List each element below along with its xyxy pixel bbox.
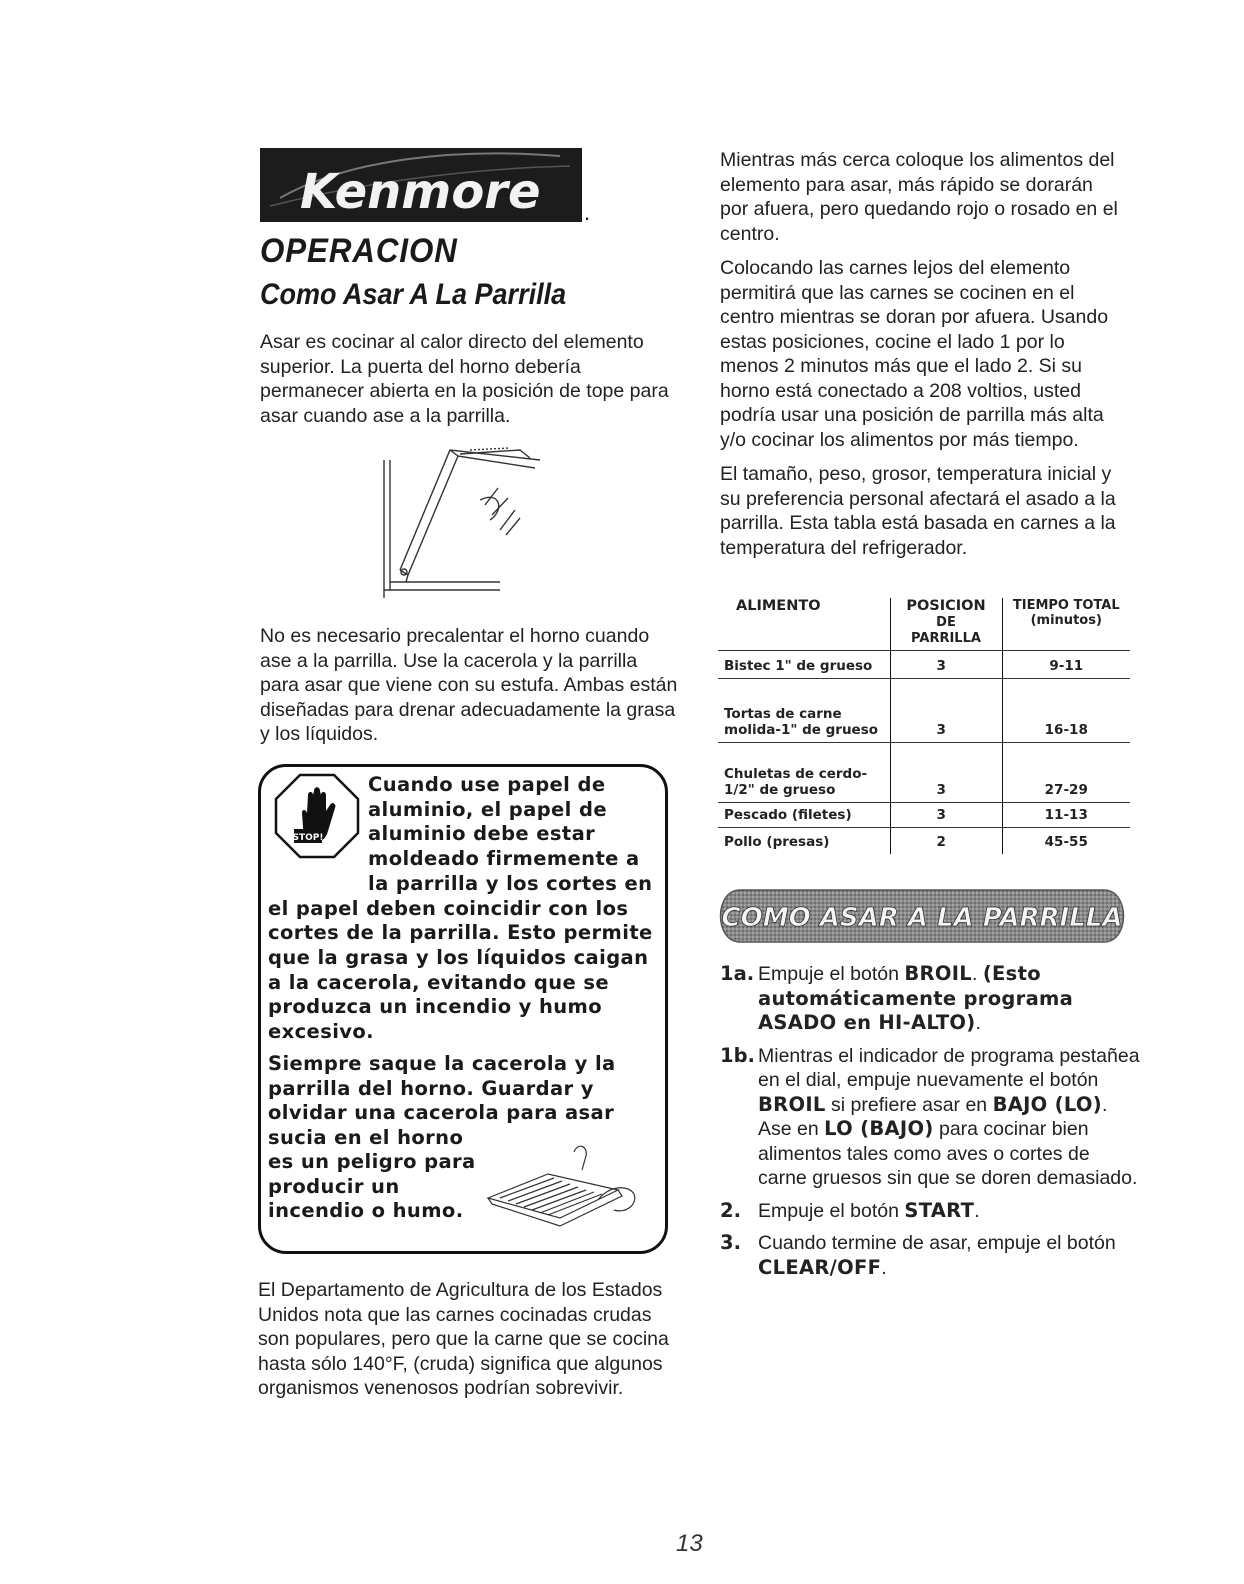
usda-paragraph: El Departamento de Agricultura de los Estados Unidos nota que las carnes cocinadas crudas son populares, pero que la carne que se cocina hasta sólo 140°F, (cruda) significa que algunos organismos venenosos podrían sobrevivir. xyxy=(258,1279,669,1399)
table-row xyxy=(718,828,1130,854)
broil-pan-illustration xyxy=(478,1140,644,1230)
table-row xyxy=(718,651,1130,679)
table-header-row xyxy=(718,598,1130,651)
cell-position: 3 xyxy=(890,679,1002,743)
section-subtitle: Como Asar A La Parrilla xyxy=(260,278,567,311)
positions-paragraph: Colocando las carnes lejos del elemento permitirá que las carnes se cocinen en el centro mientras se doran por afuera. Usando estas posiciones, cocine el lado 1 por lo menos 2 minutos más que el lado 2. Si su horno está conectado a 208 voltios, usted podría usar una posición de parrilla más alta y/o cocinar los alimentos por más tiempo. xyxy=(720,257,1109,451)
steps-list xyxy=(720,962,1140,1288)
cell-time: 16-18 xyxy=(1044,722,1088,738)
right-column-text xyxy=(720,148,1120,570)
cell-food: Pescado (filetes) xyxy=(724,807,852,823)
cell-position: 3 xyxy=(890,803,1002,828)
step-1a: 1a. Empuje el botón BROIL. (Esto automáticamente programa ASADO en HI-ALTO). xyxy=(720,962,1074,1034)
header-time: TIEMPO TOTAL (minutos) xyxy=(1012,598,1120,628)
cell-position: 3 xyxy=(890,743,1002,803)
cell-time: 27-29 xyxy=(1044,782,1088,798)
cell-food: Chuletas de cerdo-1/2" de grueso xyxy=(724,766,868,798)
page-number: 13 xyxy=(676,1530,703,1557)
logo-text: Kenmore xyxy=(300,164,541,220)
header-food: ALIMENTO xyxy=(736,598,821,614)
cell-position: 2 xyxy=(890,828,1002,854)
table-row xyxy=(718,743,1130,803)
warning-text-pan: Siempre saque la cacerola y la parrilla del horno. Guardar y olvidar una cacerola para asar sucia en el horno es un peligro para producir un incendio o humo. xyxy=(268,1052,616,1222)
cell-position: 3 xyxy=(890,651,1002,679)
logo-dot: . xyxy=(584,200,591,225)
section-banner xyxy=(710,886,1134,946)
distance-paragraph: Mientras más cerca coloque los alimentos del elemento para asar, más rápido se dorarán por afuera, pero quedando rojo o rosado en el centro. xyxy=(720,149,1118,245)
header-position: POSICION DE PARRILLA xyxy=(890,598,1002,651)
oven-door-illustration xyxy=(380,440,550,600)
cell-time: 9-11 xyxy=(1049,658,1084,674)
step-3: 3. Cuando termine de asar, empuje el botón CLEAR/OFF. xyxy=(720,1231,1116,1279)
section-title: OPERACION xyxy=(260,232,458,270)
table-row xyxy=(718,679,1130,743)
stop-label: STOP! xyxy=(292,833,324,843)
cell-food: Tortas de carne molida-1" de grueso xyxy=(724,706,879,738)
step-2: 2. Empuje el botón START. xyxy=(720,1198,980,1222)
broil-chart-table xyxy=(718,598,1130,854)
cell-food: Bistec 1" de grueso xyxy=(724,658,873,674)
kenmore-logo xyxy=(260,148,582,222)
table-row xyxy=(718,803,1130,828)
step-1b: 1b. Mientras el indicador de programa pestañea en el dial, empuje nuevamente el botón BROIL si prefiere asar en BAJO (LO). Ase en LO (BAJO) para cocinar bien alimentos tales como aves o cortes de carne gruesos sin que se doren demasiado. xyxy=(720,1043,1140,1189)
warning-text-foil: Cuando use papel de aluminio, el papel de aluminio debe estar moldeado firmemente a la parrilla y los cortes en el papel deben coincidir con los cortes de la parrilla. Esto permite que la grasa y los líquidos caigan a la cacerola, evitando que se produzca un incendio y humo excesivo. xyxy=(268,773,653,1044)
cell-time: 45-55 xyxy=(1044,833,1088,850)
banner-text: COMO ASAR A LA PARRILLA xyxy=(721,903,1123,933)
cell-time: 11-13 xyxy=(1044,807,1088,823)
factors-paragraph: El tamaño, peso, grosor, temperatura inicial y su preferencia personal afectará el asado a la parrilla. Esta tabla está basada en carnes a la temperatura del refrigerador. xyxy=(720,463,1116,559)
cell-food: Pollo (presas) xyxy=(724,833,830,850)
intro-paragraph: Asar es cocinar al calor directo del elemento superior. La puerta del horno debería permanecer abierta en la posición de tope para asar cuando ase a la parrilla. xyxy=(260,331,669,427)
no-preheat-paragraph: No es necesario precalentar el horno cuando ase a la parrilla. Use la cacerola y la parrilla para asar que viene con su estufa. Ambas están diseñadas para drenar adecuadamente la grasa y los líquidos. xyxy=(260,625,678,745)
